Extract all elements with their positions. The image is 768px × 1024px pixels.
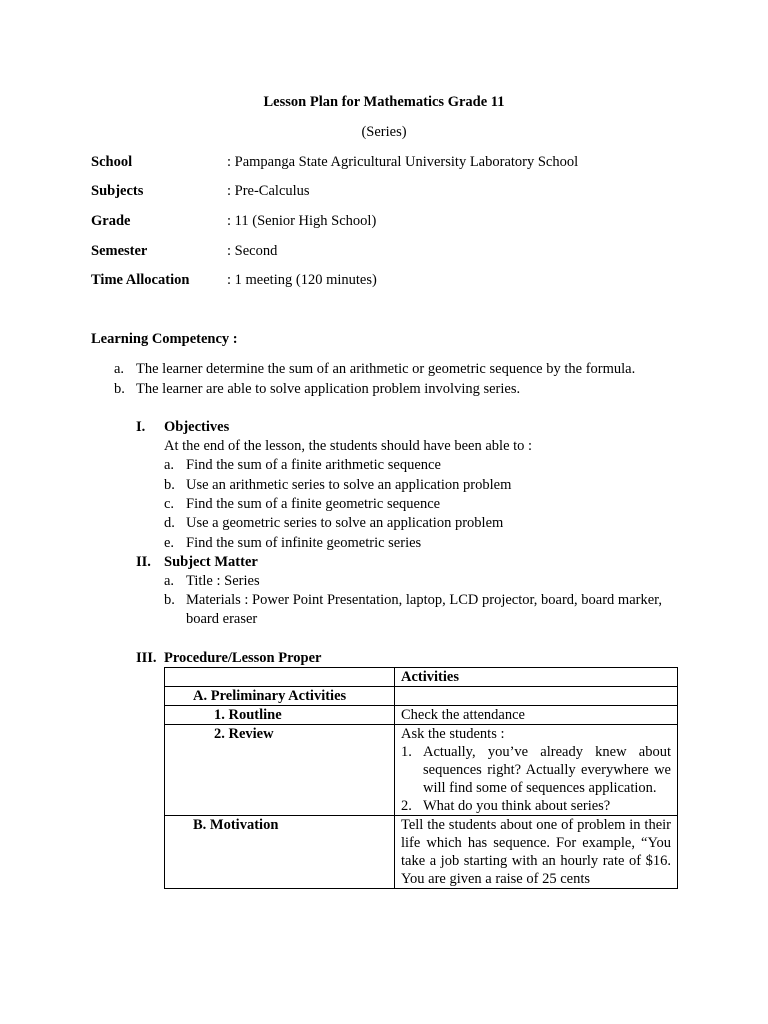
list-item: Use an arithmetic series to solve an application problem (186, 477, 512, 493)
competency-heading: Learning Competency : (91, 331, 238, 347)
list-item: Materials : Power Point Presentation, laptop, LCD projector, board, board marker, (186, 592, 663, 608)
table-header-activities: Activities (395, 668, 678, 687)
section-numeral: III. (136, 650, 157, 666)
table-row (165, 816, 678, 889)
list-marker: d. (164, 515, 175, 531)
page-subtitle: (Series) (361, 124, 407, 140)
list-marker: b. (164, 592, 175, 608)
section-numeral: I. (136, 419, 146, 435)
objectives-intro: At the end of the lesson, the students should have been able to : (164, 438, 533, 454)
review-activity (395, 725, 678, 816)
motivation-activity: Tell the students about one of problem in their life which has sequence. For example, “You take a job starting with an hourly rate of $16. You are given a raise of 25 cents (395, 816, 678, 889)
table-cell (165, 668, 395, 687)
motivation-label: B. Motivation (165, 816, 395, 889)
list-item: Find the sum of a finite geometric sequence (186, 496, 441, 512)
preliminary-label: A. Preliminary Activities (165, 687, 395, 706)
list-item-continuation: board eraser (186, 611, 258, 627)
review-list (401, 743, 671, 815)
table-row (165, 725, 678, 816)
list-item: Use a geometric series to solve an application problem (186, 515, 504, 531)
list-marker: 2. (401, 798, 412, 814)
section-heading: Subject Matter (164, 554, 258, 570)
list-marker: e. (164, 535, 175, 551)
info-value: : Pampanga State Agricultural University Laboratory School (227, 154, 579, 170)
list-item (401, 743, 671, 797)
list-marker: 1. (401, 744, 412, 760)
info-label: Time Allocation (91, 272, 190, 288)
table-row (165, 668, 678, 687)
list-item: The learner are able to solve application problem involving series. (136, 381, 521, 397)
info-value: : 11 (Senior High School) (227, 213, 377, 229)
review-label: 2. Review (165, 725, 395, 816)
info-label: Grade (91, 213, 131, 229)
list-item-text: What do you think about series? (423, 798, 611, 814)
list-item: Find the sum of a finite arithmetic sequence (186, 457, 441, 473)
list-item (401, 797, 671, 815)
routine-activity: Check the attendance (395, 706, 678, 725)
list-marker: b. (164, 477, 175, 493)
table-row (165, 706, 678, 725)
list-marker: a. (164, 457, 175, 473)
table-row (165, 687, 678, 706)
list-item: The learner determine the sum of an arithmetic or geometric sequence by the formula. (136, 361, 636, 377)
routine-label: 1. Routline (165, 706, 395, 725)
list-marker: a. (114, 361, 125, 377)
info-value: : 1 meeting (120 minutes) (227, 272, 377, 288)
info-value: : Second (227, 243, 278, 259)
page-title: Lesson Plan for Mathematics Grade 11 (263, 94, 505, 110)
info-value: : Pre-Calculus (227, 183, 310, 199)
list-marker: b. (114, 381, 125, 397)
info-label: Subjects (91, 183, 144, 199)
table-cell (395, 687, 678, 706)
section-numeral: II. (136, 554, 151, 570)
list-item-text: Actually, you’ve already knew about sequences right? Actually everywhere we will find some of sequences application. (423, 744, 671, 796)
procedure-table (164, 667, 678, 889)
info-label: Semester (91, 243, 148, 259)
list-marker: c. (164, 496, 175, 512)
section-heading: Objectives (164, 419, 230, 435)
review-intro: Ask the students : (401, 726, 505, 742)
info-label: School (91, 154, 133, 170)
section-heading: Procedure/Lesson Proper (164, 650, 322, 666)
list-item: Title : Series (186, 573, 260, 589)
list-item: Find the sum of infinite geometric series (186, 535, 422, 551)
list-marker: a. (164, 573, 175, 589)
